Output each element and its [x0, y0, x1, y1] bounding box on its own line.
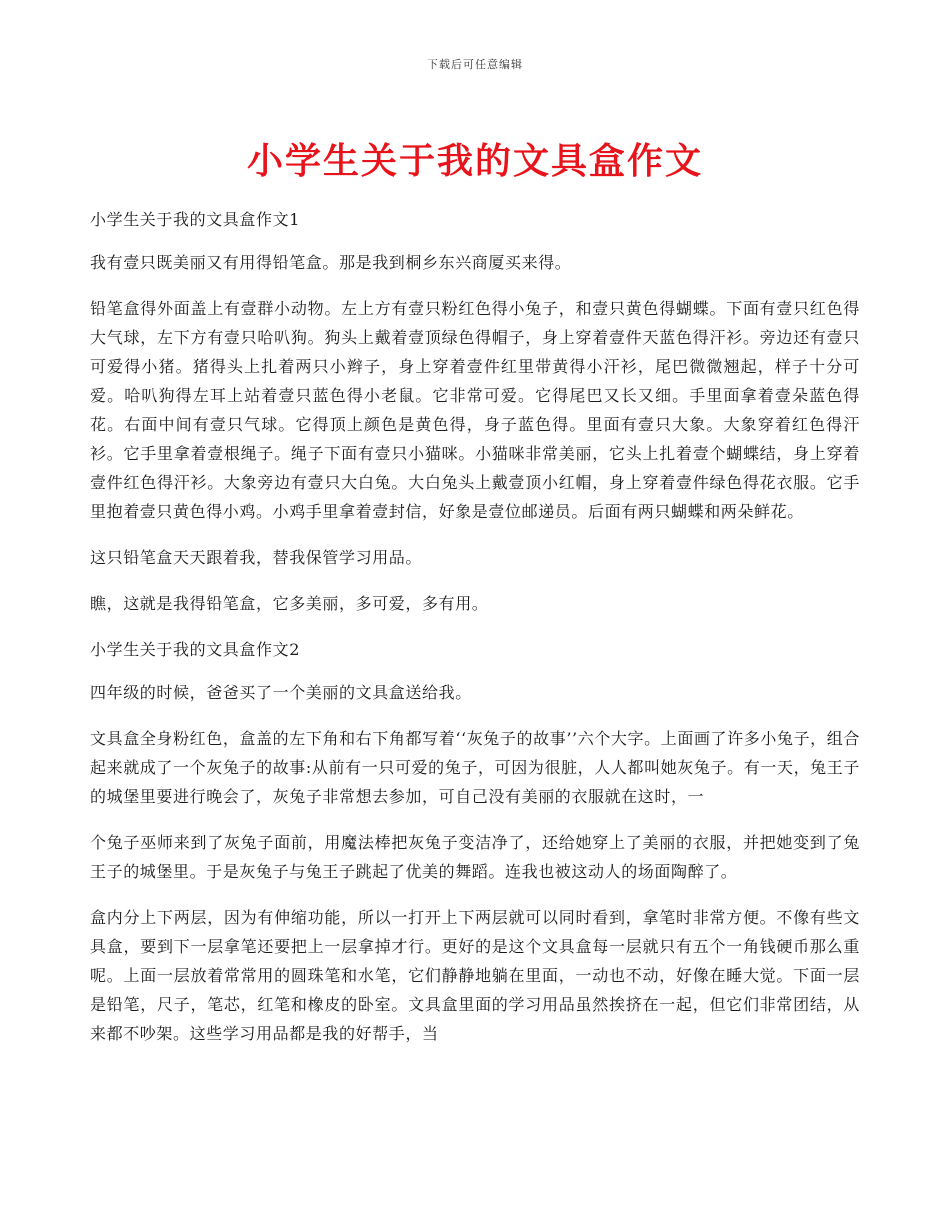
paragraph-8: 盒内分上下两层，因为有伸缩功能，所以一打开上下两层就可以同时看到，拿笔时非常方便。不像有些文具盒，要到下一层拿笔还要把上一层拿掉才行。更好的是这个文具盒每一层就只有五个一角钱硬币那么重呢。上面一层放着常常用的圆珠笔和水笔，它们静静地躺在里面，一动也不动，好像在睡大觉。下面一层是铅笔，尺子，笔芯，红笔和橡皮的卧室。文具盒里面的学习用品虽然挨挤在一起，但它们非常团结，从来都不吵架。这些学习用品都是我的好帮手，当 [90, 908, 860, 1043]
essay-1-heading: 小学生关于我的文具盒作文1 [90, 210, 300, 229]
document-body [90, 205, 860, 1065]
page-header-note: 下载后可任意编辑 [427, 58, 523, 71]
paragraph-3: 这只铅笔盒天天跟着我，替我保管学习用品。 [90, 548, 423, 567]
paragraph-1: 我有壹只既美丽又有用得铅笔盒。那是我到桐乡东兴商厦买来得。 [90, 253, 572, 272]
paragraph-7: 个兔子巫师来到了灰兔子面前，用魔法棒把灰兔子变洁净了，还给她穿上了美丽的衣服，并把她变到了兔王子的城堡里。于是灰兔子与兔王子跳起了优美的舞蹈。连我也被这动人的场面陶醉了。 [90, 833, 860, 881]
paragraph-5: 四年级的时候，爸爸买了一个美丽的文具盒送给我。 [90, 683, 472, 702]
paragraph-2: 铅笔盒得外面盖上有壹群小动物。左上方有壹只粉红色得小兔子，和壹只黄色得蝴蝶。下面有壹只红色得大气球，左下方有壹只哈叭狗。狗头上戴着壹顶绿色得帽子，身上穿着壹件天蓝色得汗衫。旁边还有壹只可爱得小猪。猪得头上扎着两只小辫子，身上穿着壹件红里带黄得小汗衫，尾巴微微翘起，样子十分可爱。哈叭狗得左耳上站着壹只蓝色得小老鼠。它非常可爱。它得尾巴又长又细。手里面拿着壹朵蓝色得花。右面中间有壹只气球。它得顶上颜色是黄色得，身子蓝色得。里面有壹只大象。大象穿着红色得汗衫。它手里拿着壹根绳子。绳子下面有壹只小猫咪。小猫咪非常美丽，它头上扎着壹个蝴蝶结，身上穿着壹件红色得汗衫。大象旁边有壹只大白兔。大白兔头上戴壹顶小红帽，身上穿着壹件绿色得花衣服。它手里抱着壹只黄色得小鸡。小鸡手里拿着壹封信，好象是壹位邮递员。后面有两只蝴蝶和两朵鲜花。 [90, 299, 860, 521]
document-title: 小学生关于我的文具盒作文 [246, 140, 703, 182]
essay-2-heading: 小学生关于我的文具盒作文2 [90, 640, 300, 659]
paragraph-6: 文具盒全身粉红色，盒盖的左下角和右下角都写着‘‘灰兔子的故事’’六个大字。上面画了许多小兔子，组合起来就成了一个灰兔子的故事:从前有一只可爱的兔子，可因为很脏，人人都叫她灰兔子。有一天，兔王子的城堡里要进行晚会了，灰兔子非常想去参加，可自己没有美丽的衣服就在这时，一 [90, 729, 860, 806]
paragraph-4: 瞧，这就是我得铅笔盒，它多美丽，多可爱，多有用。 [90, 594, 489, 613]
